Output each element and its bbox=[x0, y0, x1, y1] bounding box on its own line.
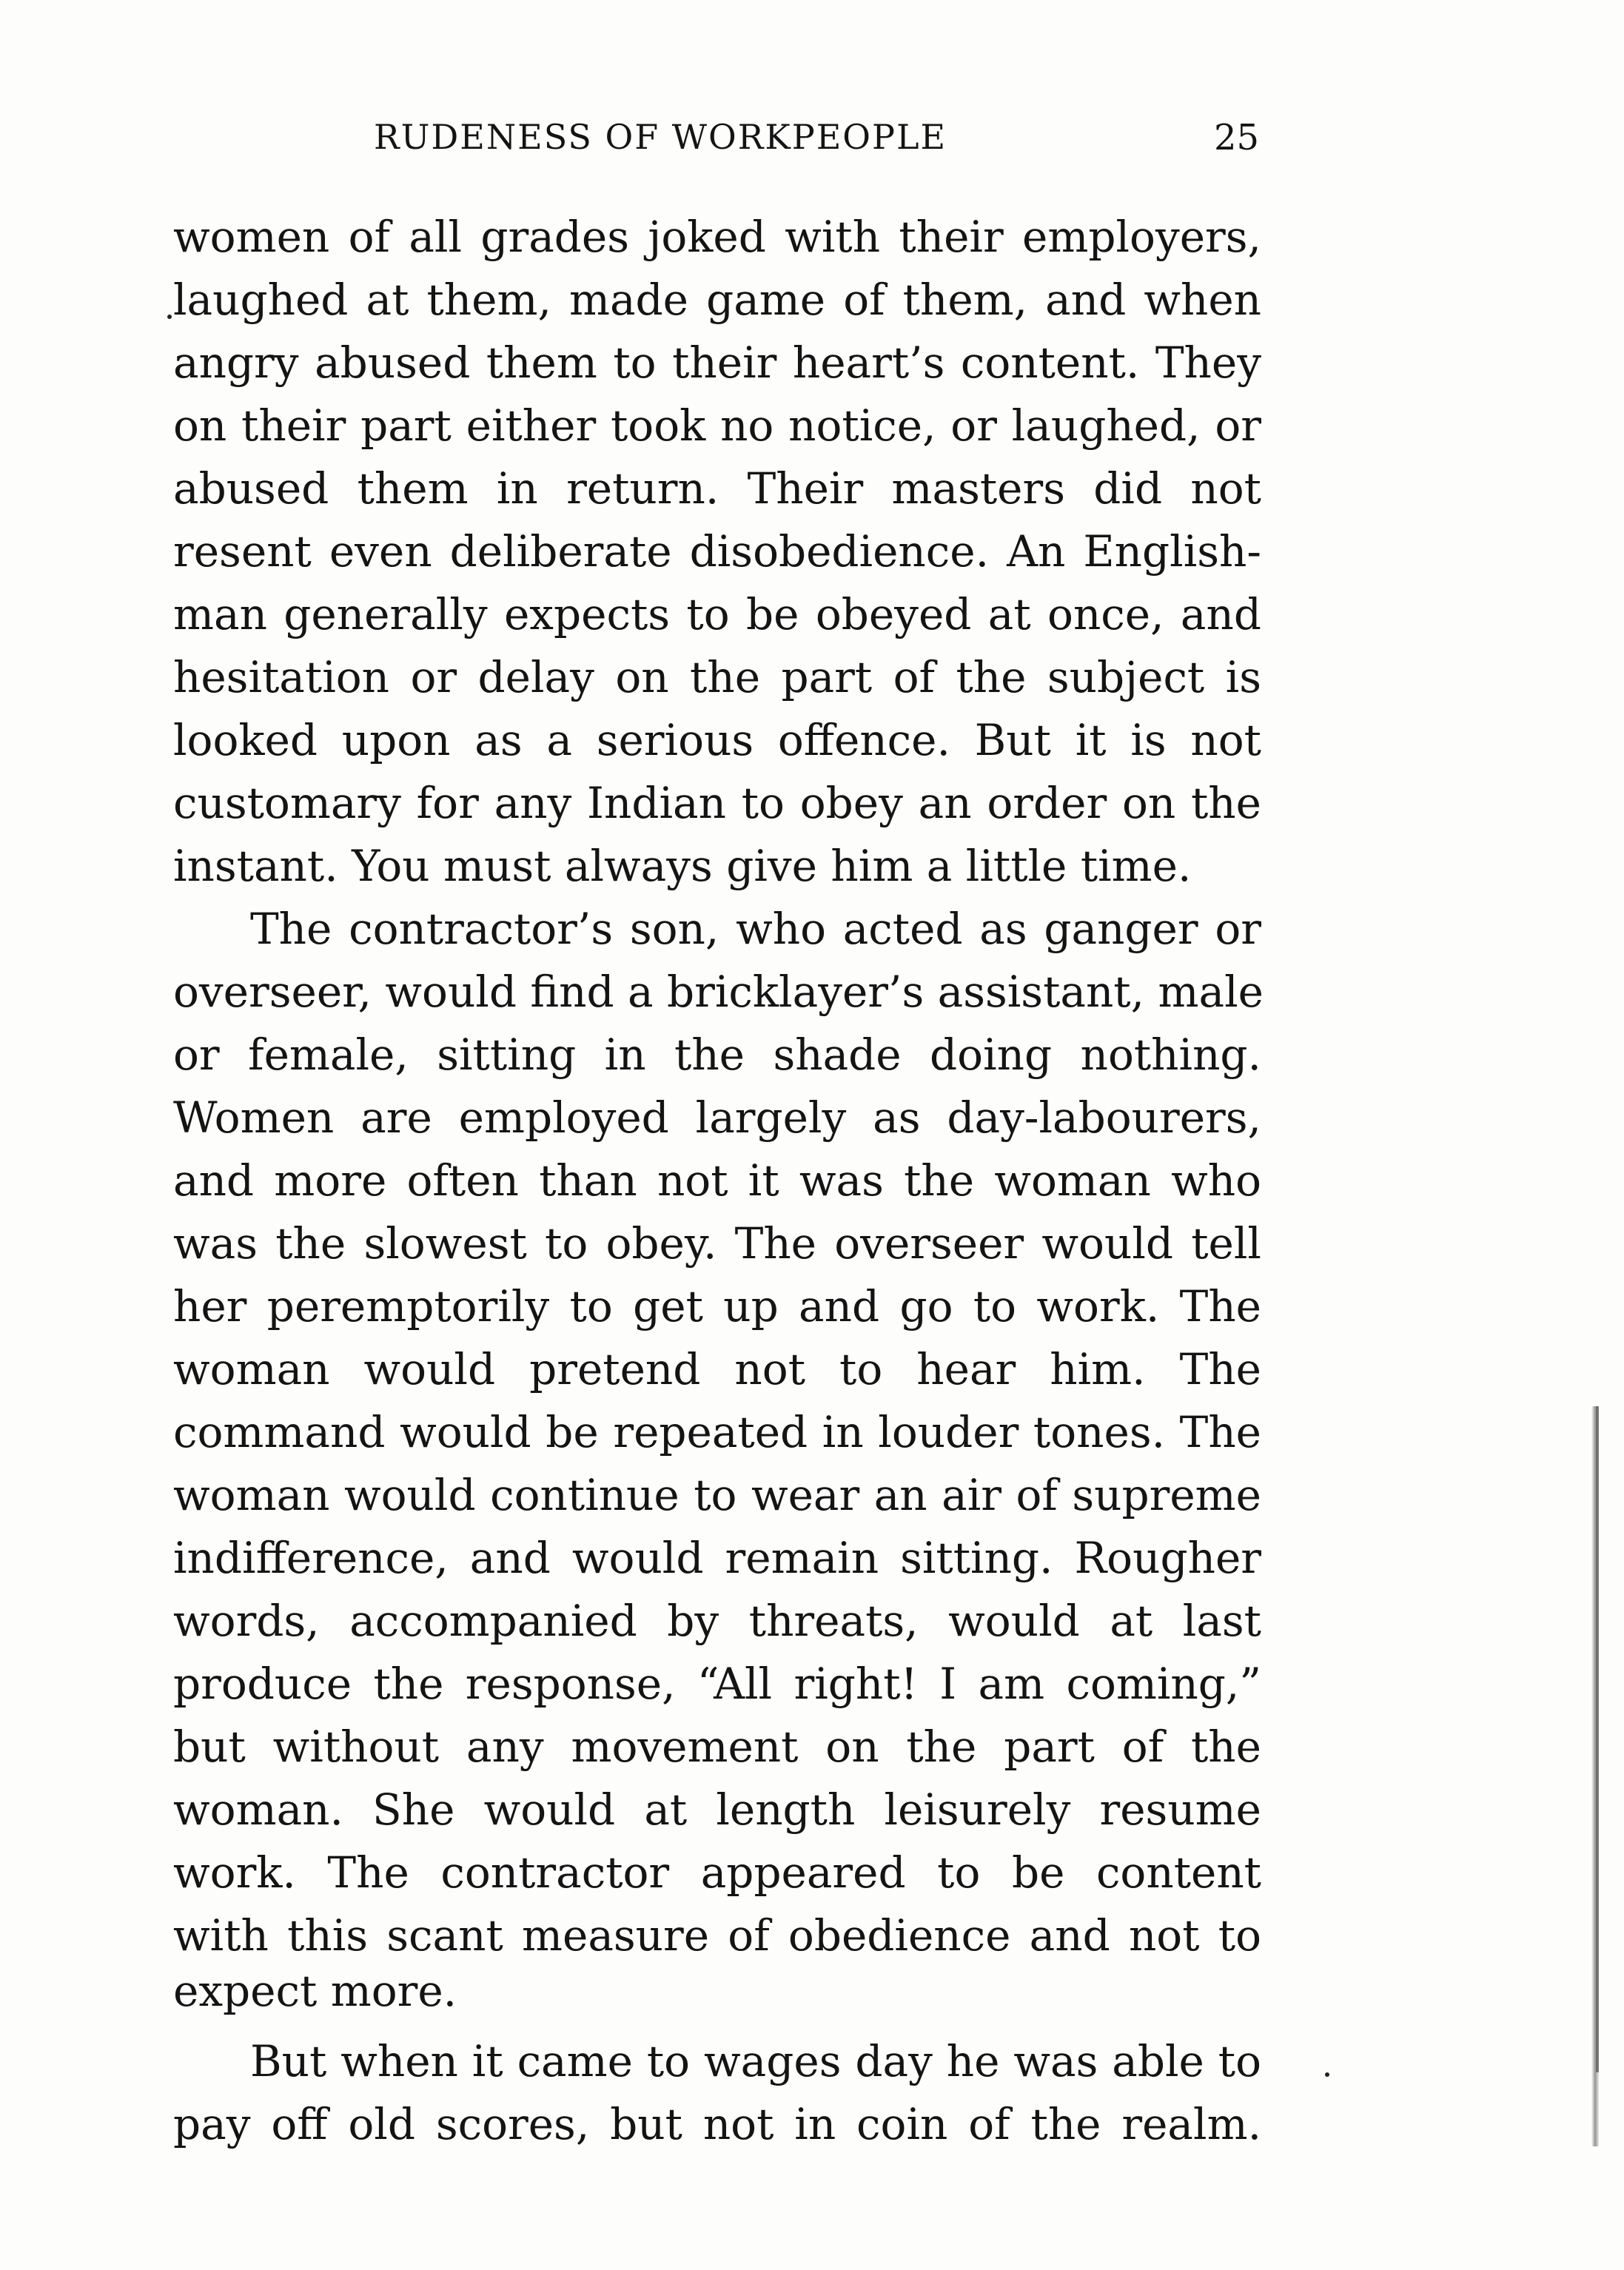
text-line: indifference, and would remain sitting. Rougher bbox=[173, 1533, 1261, 1583]
scan-edge-line bbox=[1596, 1406, 1599, 2072]
text-line: looked upon as a serious offence. But it is not bbox=[173, 715, 1261, 765]
text-line: Women are employed largely as day-labourers, bbox=[173, 1092, 1261, 1143]
text-line: or female, sitting in the shade doing nothing. bbox=[173, 1030, 1261, 1080]
scan-speck bbox=[1325, 2072, 1329, 2077]
text-line: overseer, would find a bricklayer’s assistant, male bbox=[173, 967, 1264, 1017]
running-title: RUDENESS OF WORKPEOPLE bbox=[374, 117, 947, 157]
text-line: command would be repeated in louder tones. The bbox=[173, 1407, 1261, 1457]
text-line: work. The contractor appeared to be content bbox=[173, 1847, 1261, 1898]
text-line: man generally expects to be obeyed at once, and bbox=[173, 589, 1261, 639]
text-line: her peremptorily to get up and go to work. The bbox=[173, 1281, 1261, 1332]
text-line: hesitation or delay on the part of the subject is bbox=[173, 652, 1261, 702]
text-line: but without any movement on the part of the bbox=[173, 1722, 1261, 1772]
text-line: The contractor’s son, who acted as ganger or bbox=[250, 904, 1261, 954]
text-line: abused them in return. Their masters did not bbox=[173, 463, 1261, 514]
text-line: angry abused them to their heart’s content. They bbox=[173, 338, 1261, 388]
text-line: resent even deliberate disobedience. An English- bbox=[173, 526, 1261, 577]
text-line: woman would pretend not to hear him. The bbox=[173, 1344, 1261, 1394]
text-line: women of all grades joked with their employers, bbox=[173, 212, 1261, 262]
text-line: words, accompanied by threats, would at last bbox=[173, 1596, 1261, 1646]
text-line: woman. She would at length leisurely resume bbox=[173, 1784, 1261, 1835]
page-header bbox=[0, 117, 1624, 169]
text-line: instant. You must always give him a little time. bbox=[173, 841, 1192, 891]
text-line: expect more. bbox=[173, 1966, 457, 2016]
text-line: and more often than not it was the woman who bbox=[173, 1155, 1261, 1206]
text-line: pay off old scores, but not in coin of the realm. bbox=[173, 2099, 1261, 2149]
scan-speck bbox=[167, 315, 172, 319]
text-line: laughed at them, made game of them, and when bbox=[173, 275, 1261, 325]
text-line: on their part either took no notice, or laughed, or bbox=[173, 400, 1261, 451]
text-line: woman would continue to wear an air of supreme bbox=[173, 1470, 1261, 1520]
text-line: customary for any Indian to obey an order on the bbox=[173, 778, 1261, 828]
text-line: produce the response, “All right! I am coming,” bbox=[173, 1659, 1261, 1709]
page-number: 25 bbox=[1214, 117, 1260, 158]
text-line: But when it came to wages day he was able to bbox=[250, 2036, 1261, 2086]
text-line: was the slowest to obey. The overseer would tell bbox=[173, 1218, 1261, 1269]
text-line: with this scant measure of obedience and not to bbox=[173, 1910, 1261, 1961]
